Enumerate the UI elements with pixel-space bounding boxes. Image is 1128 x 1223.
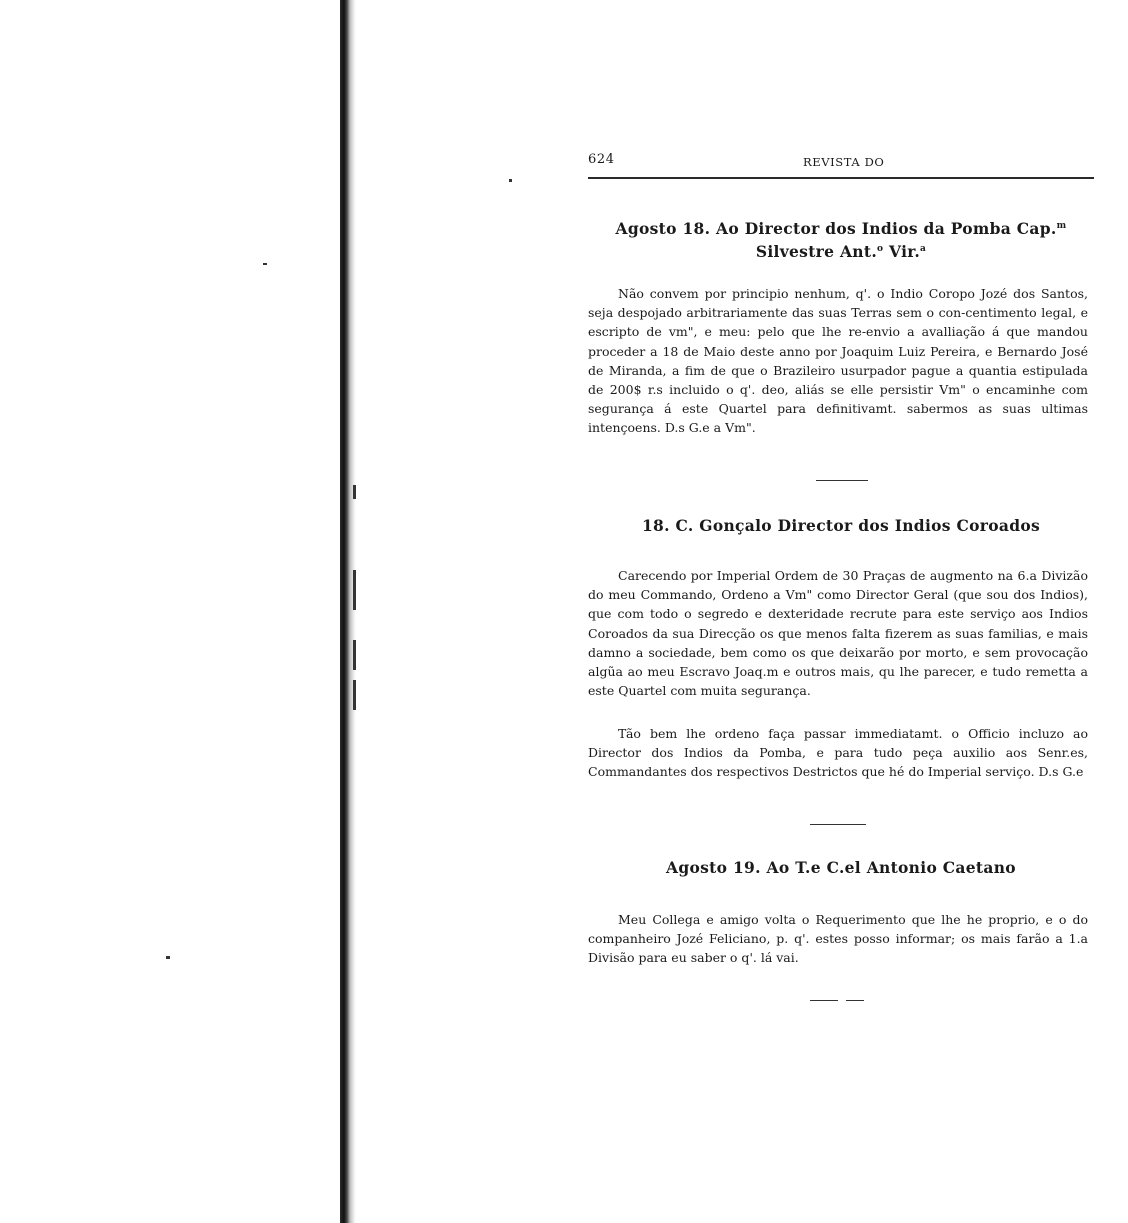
letter-paragraph: Carecendo por Imperial Ordem de 30 Praças de augmento na 6.a Divizão do meu Commando, Ordeno a Vm" como Director Geral (que sou dos Indios), que com todo o segredo e dexteridade recrute para este serviço aos Indios Coroados da sua Direcção os que menos falta fizerem as suas familias, e mais damno a sociedade, bem como os que deixarão por morto, e sem provocação algũa ao meu Escravo Joaq.m e outros mais, qu lhe parecer, e tudo remetta a este Quartel com muita segurança. bbox=[588, 568, 1088, 699]
section-divider bbox=[810, 824, 866, 825]
scan-speck bbox=[263, 263, 267, 265]
spine-mark bbox=[353, 640, 356, 670]
journal-title: REVISTA DO bbox=[803, 155, 885, 169]
heading-line: Agosto 18. Ao Director dos Indios da Pomba Cap.$^m$ bbox=[615, 219, 1067, 239]
letter-paragraph: Meu Collega e amigo volta o Requerimento que lhe he proprio, e o do companheiro Jozé Feliciano, p. q'. estes posso informar; os mais farão a 1.a Divisão para eu saber o q'. lá vai. bbox=[588, 912, 1088, 966]
heading-line: Agosto 19. Ao T.e C.el Antonio Caetano bbox=[666, 858, 1016, 877]
spine-mark bbox=[353, 680, 356, 710]
spine-mark bbox=[353, 485, 356, 499]
entry-heading bbox=[588, 516, 1094, 536]
heading-line: Silvestre Ant.$^o$ Vir.$^a$ bbox=[755, 242, 927, 262]
page-number: 624 bbox=[588, 152, 615, 167]
running-head bbox=[588, 150, 1094, 172]
section-divider bbox=[810, 1000, 838, 1001]
header-rule bbox=[588, 177, 1094, 179]
scan-speck bbox=[509, 179, 512, 182]
heading-line: 18. C. Gonçalo Director dos Indios Coroados bbox=[641, 516, 1041, 535]
entry-heading bbox=[588, 216, 1094, 262]
letter-paragraph: Não convem por principio nenhum, q'. o Indio Coropo Jozé dos Santos, seja despojado arbitrariamente das suas Terras sem o con-centimento legal, e escripto de vm", e meu: pelo que lhe re-envio a avalliação á que mandou proceder a 18 de Maio deste anno por Joaquim Luiz Pereira, e Bernardo José de Miranda, a fim de que o Brazileiro usurpador pague a quantia estipulada de 200$ r.s incluido o q'. deo, aliás se elle persistir Vm" o encaminhe com segurança á este Quartel para definitivamt. sabermos as suas ultimas intençoens. D.s G.e a Vm". bbox=[588, 286, 1088, 436]
book-spine-shadow bbox=[340, 0, 356, 1223]
spine-mark bbox=[353, 570, 356, 610]
entry-heading bbox=[588, 858, 1094, 878]
section-divider bbox=[846, 1000, 864, 1001]
scan-speck bbox=[166, 956, 170, 959]
letter-paragraph: Tão bem lhe ordeno faça passar immediatamt. o Officio incluzo ao Director dos Indios da Pomba, e para tudo peça auxilio aos Senr.es, Commandantes dos respectivos Destrictos que hé do Imperial serviço. D.s G.e bbox=[588, 726, 1088, 780]
section-divider bbox=[816, 480, 868, 481]
